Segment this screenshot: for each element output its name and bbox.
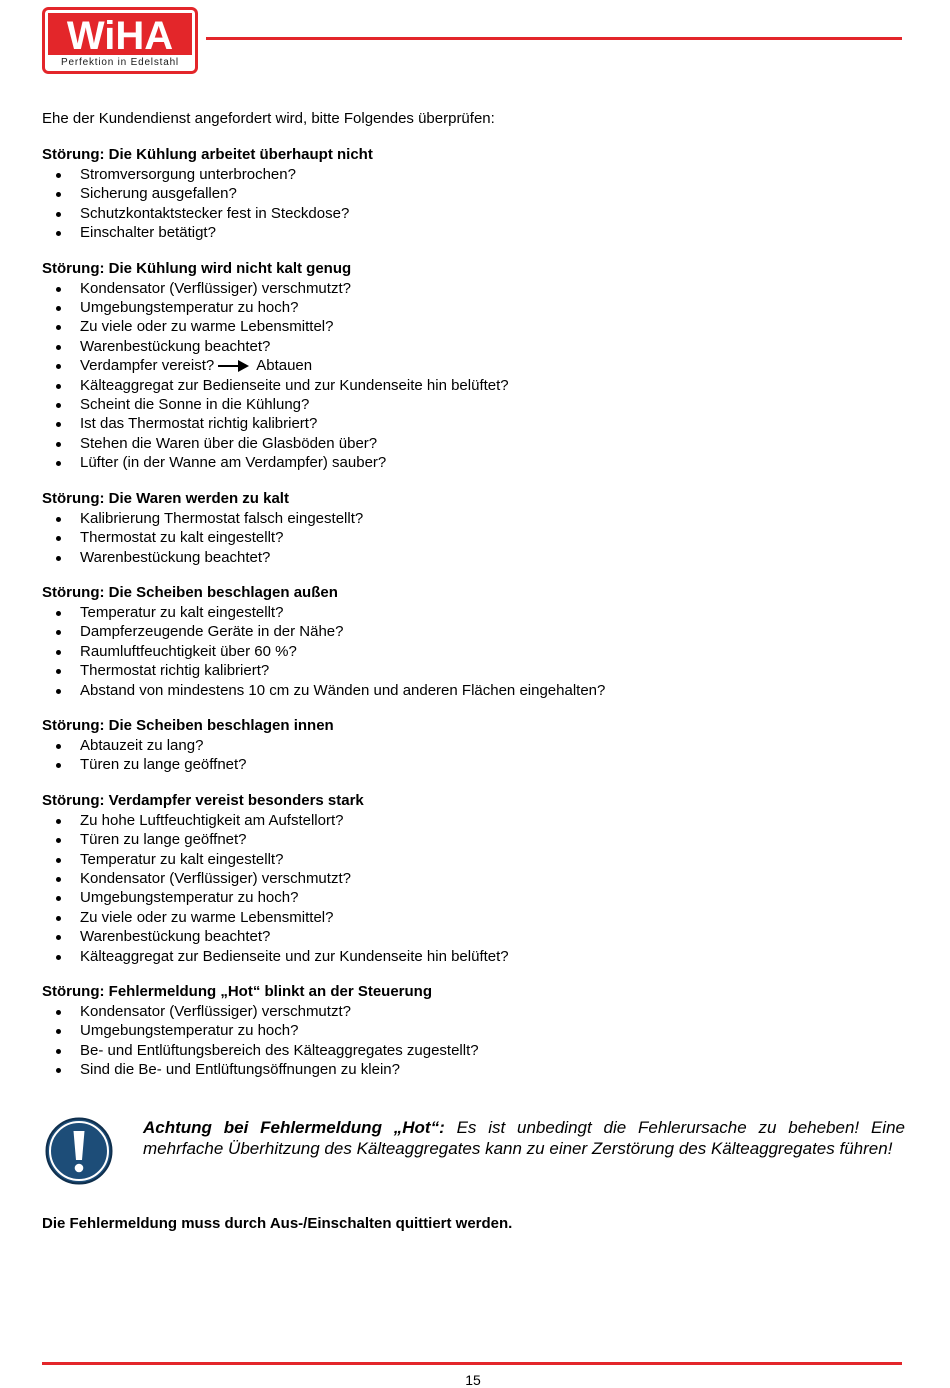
list-item: Umgebungstemperatur zu hoch? [42, 888, 904, 907]
list-item: Umgebungstemperatur zu hoch? [42, 298, 904, 317]
list-item: Kalibrierung Thermostat falsch eingestellt? [42, 509, 904, 528]
warning-notice [42, 1114, 904, 1190]
list-item-text: Verdampfer vereist? [80, 357, 215, 375]
list-item: Thermostat zu kalt eingestellt? [42, 528, 904, 547]
logo-wordmark: WiHA [66, 14, 174, 58]
check-list [42, 279, 904, 473]
list-item: Kondensator (Verflüssiger) verschmutzt? [42, 279, 904, 298]
list-item: Stehen die Waren über die Glasböden über? [42, 434, 904, 453]
list-item: Abtauzeit zu lang? [42, 736, 904, 755]
list-item: Stromversorgung unterbrochen? [42, 165, 904, 184]
section-title: Störung: Die Kühlung wird nicht kalt genug [42, 259, 352, 277]
list-item: Schutzkontaktstecker fest in Steckdose? [42, 204, 904, 223]
section-title: Störung: Die Scheiben beschlagen innen [42, 716, 334, 734]
check-list [42, 811, 904, 966]
list-item: Scheint die Sonne in die Kühlung? [42, 395, 904, 414]
list-item: Umgebungstemperatur zu hoch? [42, 1021, 904, 1040]
list-item: Türen zu lange geöffnet? [42, 755, 904, 774]
check-list [42, 509, 904, 567]
warning-body: Es ist unbedingt die Fehlerursache zu beheben! Eine mehrfache Überhitzung des Kälteaggregates kann zu einer Zerstörung des Kälteaggregates führen! [143, 1118, 905, 1158]
troubleshooting-list [42, 109, 904, 1080]
check-list [42, 603, 904, 700]
list-item: Dampferzeugende Geräte in der Nähe? [42, 622, 904, 641]
section-3 [42, 489, 904, 567]
list-item: Ist das Thermostat richtig kalibriert? [42, 414, 904, 433]
wiha-logo [42, 7, 198, 74]
list-item: Warenbestückung beachtet? [42, 548, 904, 567]
list-item: Raumluftfeuchtigkeit über 60 %? [42, 642, 904, 661]
list-item: Sind die Be- und Entlüftungsöffnungen zu klein? [42, 1060, 904, 1079]
list-item: Kälteaggregat zur Bedienseite und zur Kundenseite hin belüftet? [42, 947, 904, 966]
list-item: Türen zu lange geöffnet? [42, 830, 904, 849]
list-item: Lüfter (in der Wanne am Verdampfer) sauber? [42, 453, 904, 472]
section-title: Störung: Die Waren werden zu kalt [42, 489, 289, 507]
section-title: Störung: Verdampfer vereist besonders stark [42, 791, 364, 809]
warning-lead: Achtung bei Fehlermeldung „Hot“: [143, 1118, 445, 1137]
check-list [42, 736, 904, 775]
list-item: Be- und Entlüftungsbereich des Kälteaggregates zugestellt? [42, 1041, 904, 1060]
list-item: Temperatur zu kalt eingestellt? [42, 850, 904, 869]
list-item: Zu hohe Luftfeuchtigkeit am Aufstellort? [42, 811, 904, 830]
section-5 [42, 716, 904, 775]
section-4 [42, 583, 904, 700]
section-6 [42, 791, 904, 966]
list-item: Warenbestückung beachtet? [42, 337, 904, 356]
header-rule [206, 37, 902, 40]
arrow-right-icon [218, 359, 250, 373]
section-2 [42, 259, 904, 473]
section-title: Störung: Die Scheiben beschlagen außen [42, 583, 338, 601]
list-item: Einschalter betätigt? [42, 223, 904, 242]
list-item [42, 356, 904, 375]
list-item: Abstand von mindestens 10 cm zu Wänden und anderen Flächen eingehalten? [42, 681, 904, 700]
section-7 [42, 982, 904, 1080]
exclamation-icon [45, 1117, 113, 1185]
list-item: Kondensator (Verflüssiger) verschmutzt? [42, 869, 904, 888]
list-item: Sicherung ausgefallen? [42, 184, 904, 203]
intro-text: Ehe der Kundendienst angefordert wird, bitte Folgendes überprüfen: [42, 110, 495, 127]
section-1 [42, 145, 904, 243]
list-item: Kälteaggregat zur Bedienseite und zur Kundenseite hin belüftet? [42, 376, 904, 395]
warning-text [143, 1117, 905, 1159]
page-number: 15 [465, 1372, 481, 1388]
section-title: Störung: Fehlermeldung „Hot“ blinkt an der Steuerung [42, 983, 433, 1000]
list-item: Warenbestückung beachtet? [42, 927, 904, 946]
logo-tagline: Perfektion in Edelstahl [61, 57, 179, 68]
list-item: Zu viele oder zu warme Lebensmittel? [42, 908, 904, 927]
list-item: Temperatur zu kalt eingestellt? [42, 603, 904, 622]
list-item: Thermostat richtig kalibriert? [42, 661, 904, 680]
final-note: Die Fehlermeldung muss durch Aus-/Einschalten quittiert werden. [42, 1215, 513, 1232]
section-title: Störung: Die Kühlung arbeitet überhaupt nicht [42, 146, 373, 163]
list-item: Kondensator (Verflüssiger) verschmutzt? [42, 1002, 904, 1021]
check-list [42, 1002, 904, 1080]
arrow-followup: Abtauen [256, 357, 313, 375]
list-item: Zu viele oder zu warme Lebensmittel? [42, 317, 904, 336]
check-list [42, 165, 904, 243]
footer-rule [42, 1362, 902, 1365]
